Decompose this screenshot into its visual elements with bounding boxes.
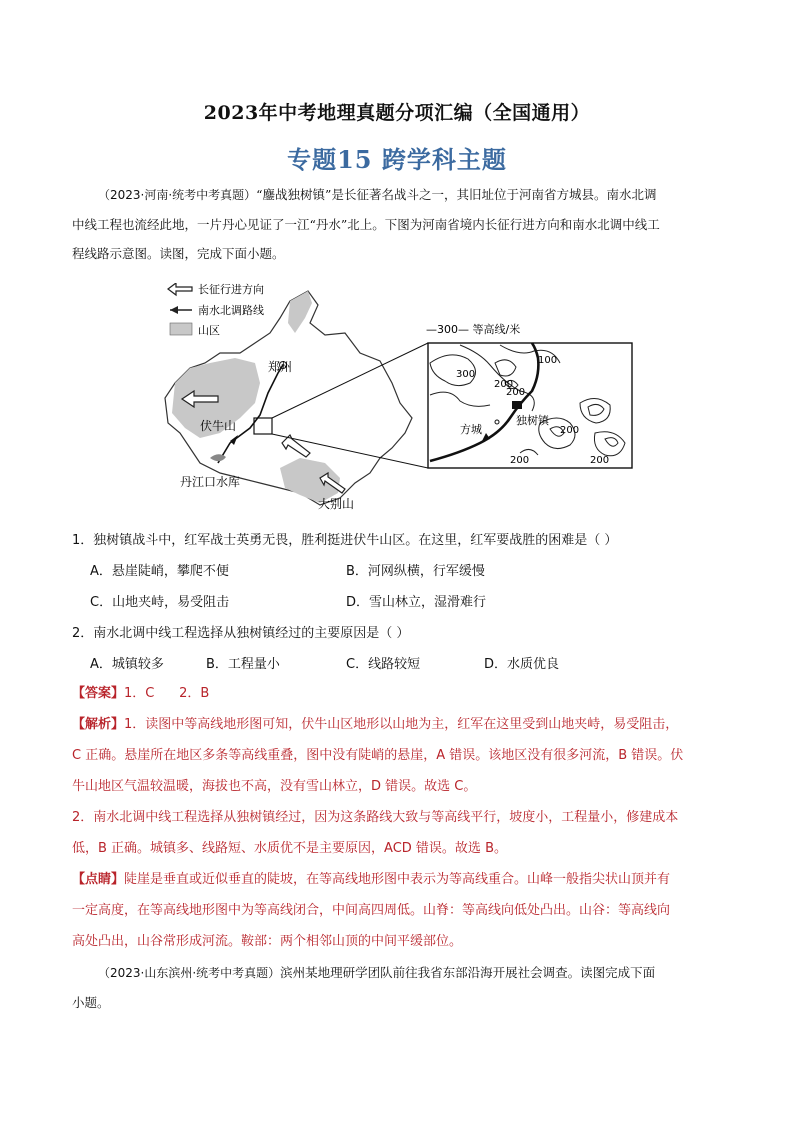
henan-map-figure <box>160 283 640 519</box>
tip-label: 【点睛】 <box>72 872 125 887</box>
intro-line-1: （2023·河南·统考中考真题）“鏖战独树镇”是长征著名战斗之一，其旧址位于河南省方城县。南水北调 <box>98 187 657 202</box>
intro-line-2: 中线工程也流经此地，一片丹心见证了一江“丹水”北上。下图为河南省境内长征行进方向和南水北调中线工 <box>72 217 660 232</box>
q1-option-b[interactable]: B．河网纵横，行军缓慢 <box>346 564 485 579</box>
q2-option-c[interactable]: C．线路较短 <box>346 657 421 672</box>
next-intro: （2023·山东滨州·统考中考真题）滨州某地理研学团队前往我省东部沿海开展社会调查。读图完成下面 小题。 <box>72 965 656 1010</box>
answer-label: 【答案】 <box>72 686 125 701</box>
dushuzhen-marker-icon <box>512 401 522 409</box>
page-title: 2023年中考地理真题分项汇编（全国通用） <box>203 102 591 124</box>
label-funiushan: 伏牛山 <box>200 419 237 433</box>
label-zhengzhou: 郑州 <box>268 360 293 374</box>
intro-paragraph <box>72 180 724 268</box>
answer-block <box>72 678 724 709</box>
march-arrow-icon <box>168 283 192 295</box>
intro-source: （2023·河南·统考中考真题） <box>98 188 257 202</box>
map-svg <box>160 283 640 515</box>
fangcheng-marker-icon <box>495 420 499 424</box>
analysis-block: 【解析】1．读图中等高线地形图可知，伏牛山区地形以山地为主，红军在这里受到山地夹峙，易受阻击， C 正确。悬崖所在地区多条等高线重叠，图中没有陡峭的悬崖，A 错误。该地区没有很多河流，B 错误。伏 牛山地区气温较温暖，海拔也不高，没有雪山林立，D 错误。故选 C。 2．南水北调中线工程选择从独树镇经过，因为这条路线大致与等高线平行，坡度小，工程量小，修建成本 低，B 正确。城镇多、线路短、水质优不是主要原因，ACD 错误。故选 B。 <box>72 717 684 856</box>
contour-inset <box>426 322 632 468</box>
answer-text: 1．C 2．B <box>124 686 210 701</box>
tip-block: 【点睛】陡崖是垂直或近似垂直的陡坡，在等高线地形图中表示为等高线重合。山峰一般指尖状山顶并有 一定高度，在等高线地形图中为等高线闭合，中间高四周低。山脊：等高线向低处凸出。山谷：等高线向 高处凸出，山谷常形成河流。鞍部：两个相邻山顶的中间平缓部位。 <box>72 872 671 949</box>
legend-mountain: 山区 <box>198 324 220 337</box>
q1-option-a[interactable]: A．悬崖陡峭，攀爬不便 <box>90 564 229 579</box>
next-source: （2023·山东滨州·统考中考真题） <box>98 966 281 980</box>
intro-line-3: 程线路示意图。读图，完成下面小题。 <box>72 246 285 261</box>
label-dabieshan: 大别山 <box>318 497 355 511</box>
label-fangcheng: 方城 <box>460 423 482 436</box>
map-legend <box>168 283 264 337</box>
q1-option-d[interactable]: D．雪山林立，湿滑难行 <box>346 595 487 610</box>
analysis-label: 【解析】 <box>72 717 125 732</box>
label-danjiangkou: 丹江口水库 <box>180 475 241 489</box>
svg-text:200: 200 <box>506 387 526 398</box>
contour-legend: —300— 等高线/米 <box>426 323 521 336</box>
route-arrow-icon <box>170 306 178 314</box>
mountain-swatch-icon <box>170 323 192 335</box>
label-dushuzhen: 独树镇 <box>516 414 549 427</box>
svg-text:200: 200 <box>590 455 610 466</box>
q2-option-d[interactable]: D．水质优良 <box>484 657 560 672</box>
svg-text:200: 200 <box>494 379 514 390</box>
question-1-stem: 1．独树镇战斗中，红军战士英勇无畏，胜利挺进伏牛山区。在这里，红军要战胜的困难是（ ） <box>72 533 618 548</box>
svg-text:100: 100 <box>538 355 558 366</box>
svg-text:200: 200 <box>560 425 580 436</box>
topic-title: 专题15 跨学科主题 <box>287 145 507 174</box>
svg-text:200: 200 <box>510 455 530 466</box>
legend-march: 长征行进方向 <box>198 283 264 296</box>
question-2-stem: 2．南水北调中线工程选择从独树镇经过的主要原因是（ ） <box>72 626 410 641</box>
svg-text:300: 300 <box>456 369 476 380</box>
q1-option-c[interactable]: C．山地夹峙，易受阻击 <box>90 595 230 610</box>
q2-option-b[interactable]: B．工程量小 <box>206 657 280 672</box>
q2-option-a[interactable]: A．城镇较多 <box>90 657 164 672</box>
legend-route: 南水北调路线 <box>198 304 264 317</box>
